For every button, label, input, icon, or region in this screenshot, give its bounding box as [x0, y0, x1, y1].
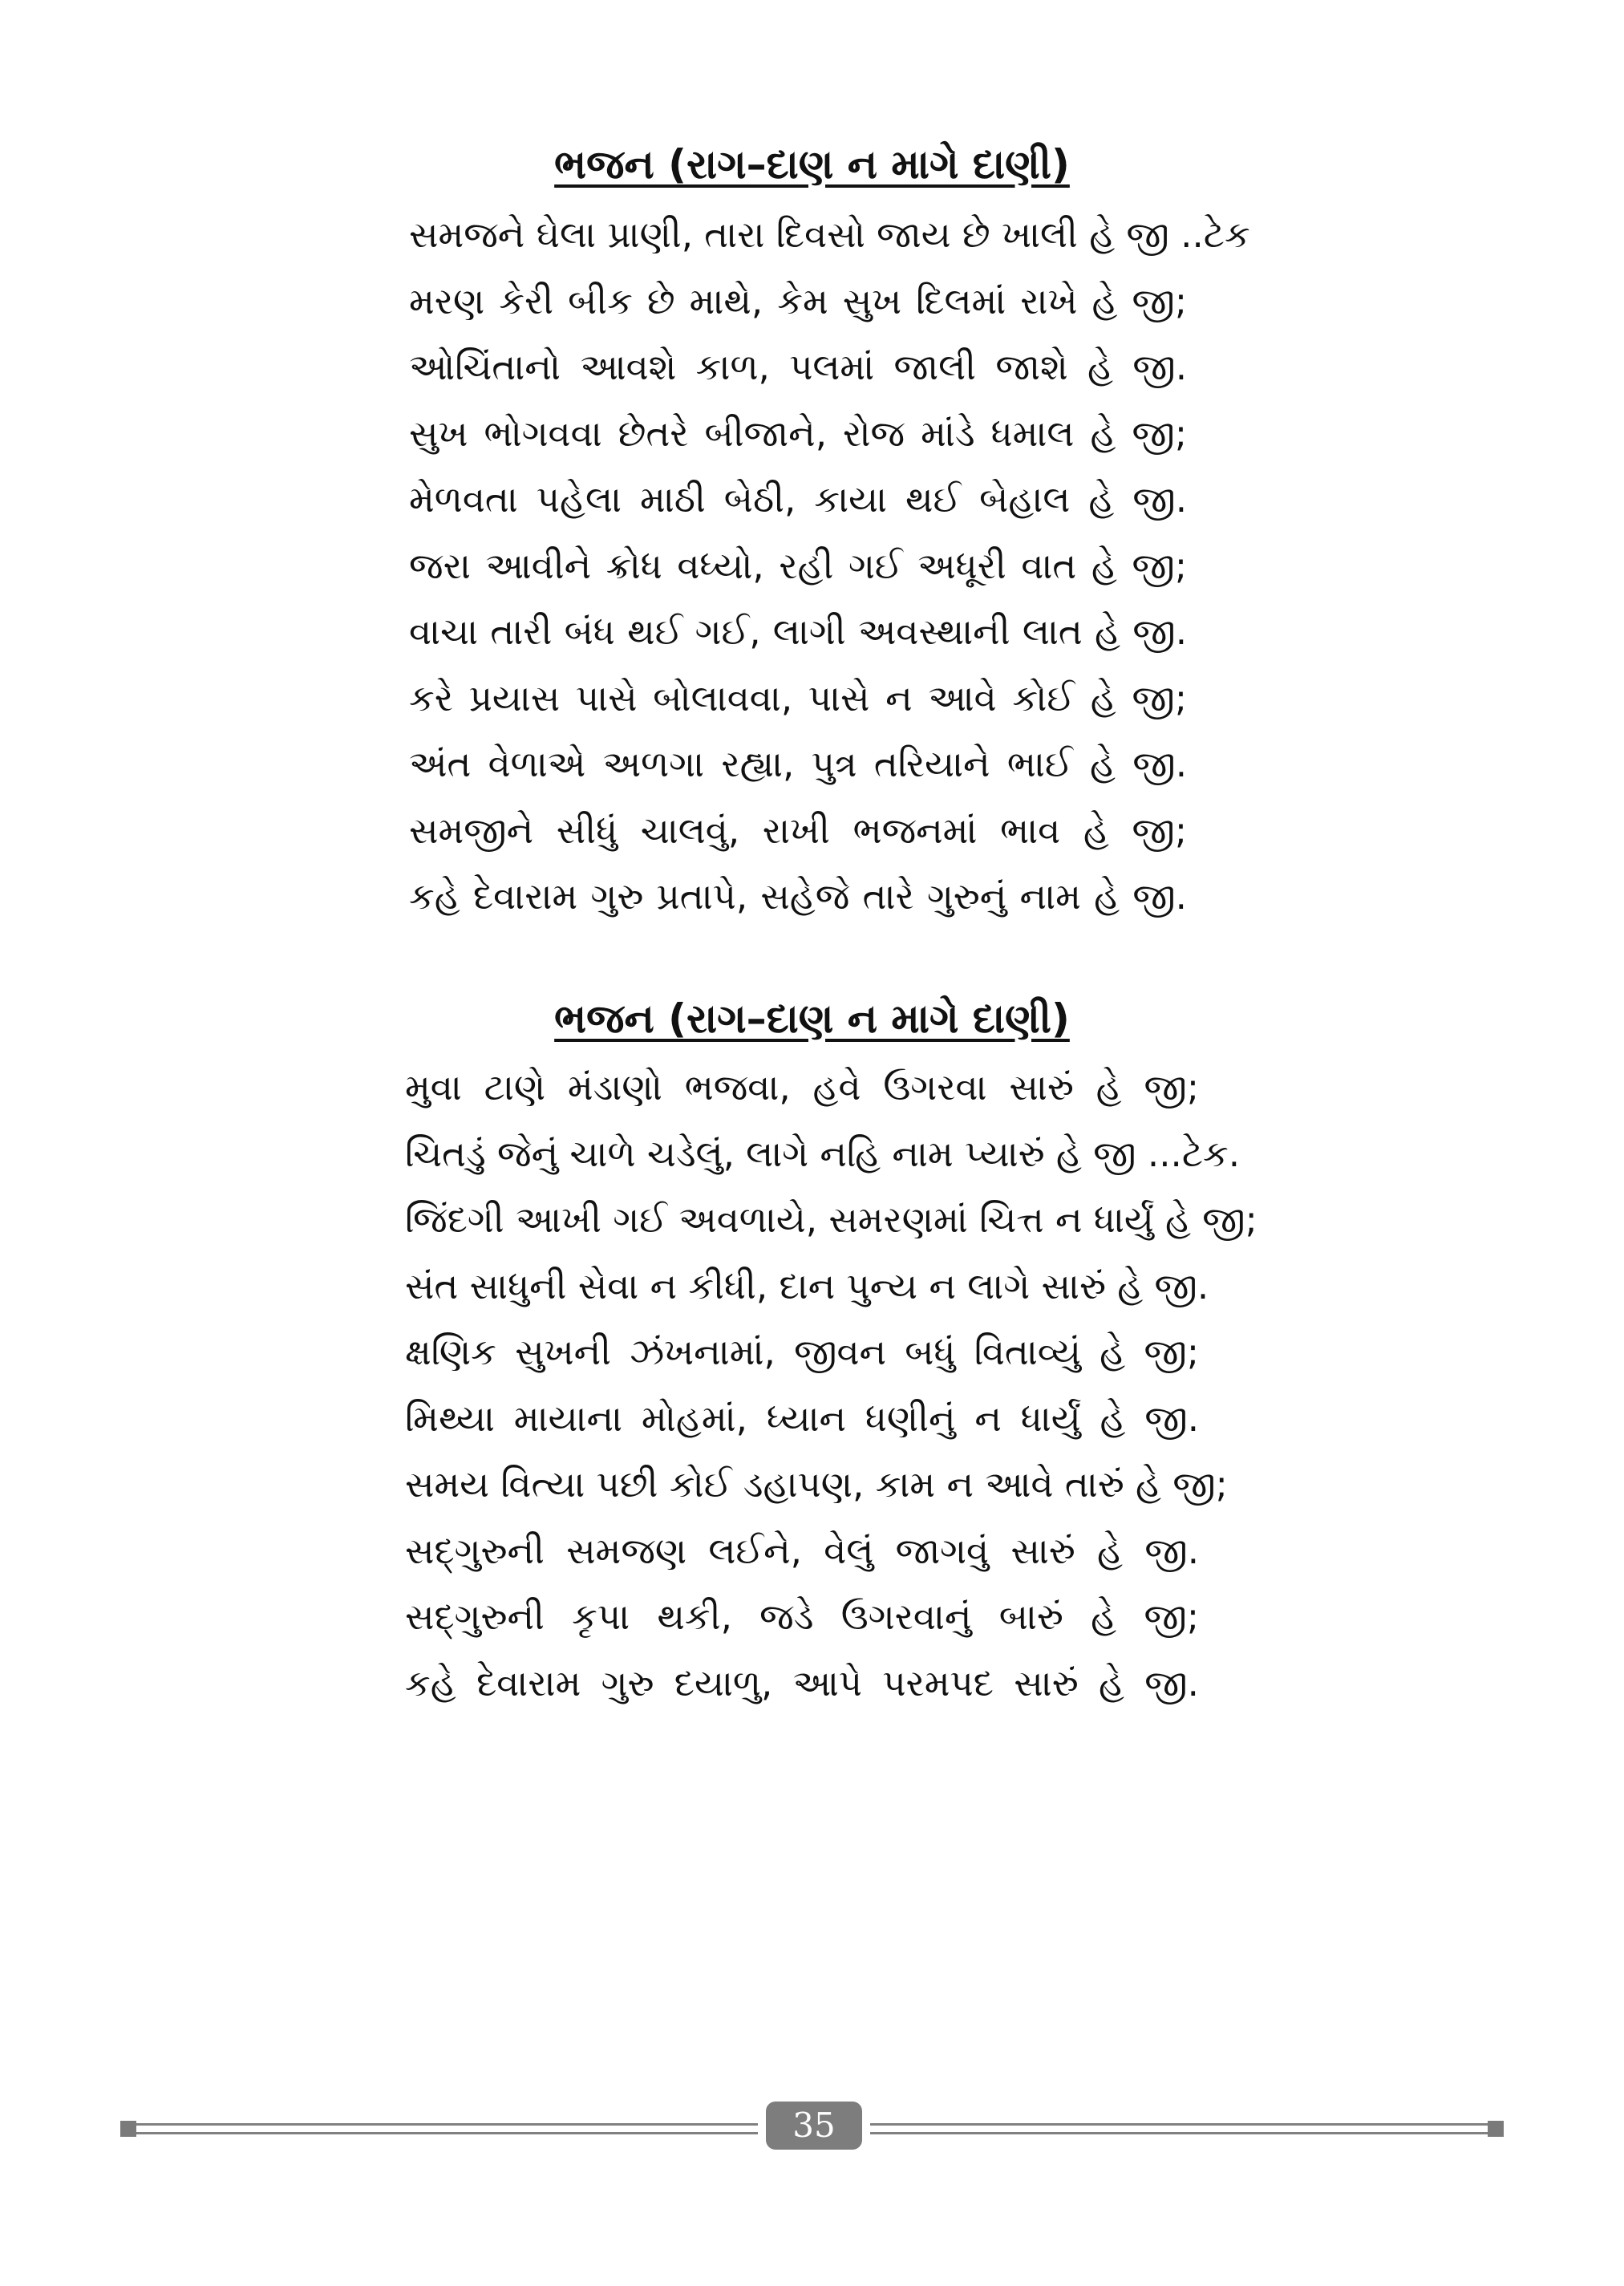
verse-line: મરણ કેરી બીક છે માથે, કેમ સુખ દિલમાં રાખે હે જી; [409, 279, 1187, 322]
verse-line: જરા આવીને ક્રોધ વધ્યો, રહી ગઈ અધૂરી વાત હે જી; [409, 544, 1187, 587]
verse-line: સંત સાધુની સેવા ન કીધી, દાન પુન્ય ન લાગે સારું હે જી. [405, 1264, 1209, 1307]
bhajan-title: ભજન (રાગ–દાણ ન માગે દાણી) [554, 141, 1070, 188]
verse-line: અંત વેળાએ અળગા રહ્યા, પુત્ર તરિયાને ભાઈ હે જી. [409, 743, 1187, 785]
page-number: 35 [766, 2102, 862, 2150]
verse-line: સમજને ઘેલા પ્રાણી, તારા દિવસો જાય છે ખાલી હે જી ..ટેક [409, 213, 1250, 256]
verse-line: જિંદગી આખી ગઈ અવળાયે, સમરણમાં ચિત્ત ન ધાર્યું હે જી; [405, 1198, 1257, 1241]
footer-rule-cap-left [120, 2121, 136, 2137]
verse-line: મેળવતા પહેલા માઠી બેઠી, કાયા થઈ બેહાલ હે જી. [409, 478, 1187, 521]
verse-line: ચિતડું જેનું ચાળે ચડેલું, લાગે નહિ નામ પ્યારું હે જી ...ટેક. [405, 1132, 1241, 1175]
verse-line: સમય વિત્યા પછી કોઈ ડહાપણ, કામ ન આવે તારું હે જી; [405, 1463, 1228, 1506]
verse-line: ઓચિંતાનો આવશે કાળ, પલમાં જાલી જાશે હે જી. [409, 346, 1187, 388]
bhajan-title: ભજન (રાગ–દાણ ન માગે દાણી) [554, 995, 1070, 1042]
verse-line: સમજીને સીધું ચાલવું, રાખી ભજનમાં ભાવ હે જી; [409, 809, 1187, 852]
page-footer [120, 2102, 1504, 2150]
verse-line: ક્ષણિક સુખની ઝંખનામાં, જીવન બધું વિતાવ્યું હે જી; [405, 1331, 1199, 1373]
verse-list [409, 202, 1250, 930]
footer-rule-cap-right [1488, 2121, 1504, 2137]
verse-line: સુખ ભોગવવા છેતરે બીજાને, રોજ માંડે ધમાલ હે જી; [409, 411, 1187, 455]
bhajan-section-1 [0, 136, 1624, 930]
bhajan-section-2 [0, 991, 1624, 1717]
verse-line: કહે દેવારામ ગુરુ પ્રતાપે, સહેજે તારે ગુરુનું નામ હે જી. [409, 875, 1187, 918]
footer-rule-left [120, 2123, 758, 2134]
verse-line: કહે દેવારામ ગુરુ દયાળુ, આપે પરમપદ સારું હે જી. [405, 1661, 1199, 1704]
verse-list [405, 1055, 1257, 1717]
verse-line: કરે પ્રયાસ પાસે બોલાવવા, પાસે ન આવે કોઈ હે જી; [409, 676, 1187, 719]
verse-line: વાચા તારી બંધ થઈ ગઈ, લાગી અવસ્થાની લાત હે જી. [409, 610, 1187, 653]
verse-line: સદ્‌ગુરુની કૃપા થકી, જડે ઉગરવાનું બારું હે જી; [405, 1595, 1199, 1638]
verse-line: મિથ્યા માયાના મોહમાં, ધ્યાન ધણીનું ન ધાર્યું હે જી. [405, 1396, 1199, 1440]
verse-line: સદ્‌ગુરુની સમજણ લઈને, વેલું જાગવું સારું હે જી. [405, 1529, 1199, 1572]
verse-line: મુવા ટાણે મંડાણો ભજવા, હવે ઉગરવા સારું હે જી; [405, 1066, 1199, 1109]
footer-rule-right [870, 2123, 1504, 2134]
